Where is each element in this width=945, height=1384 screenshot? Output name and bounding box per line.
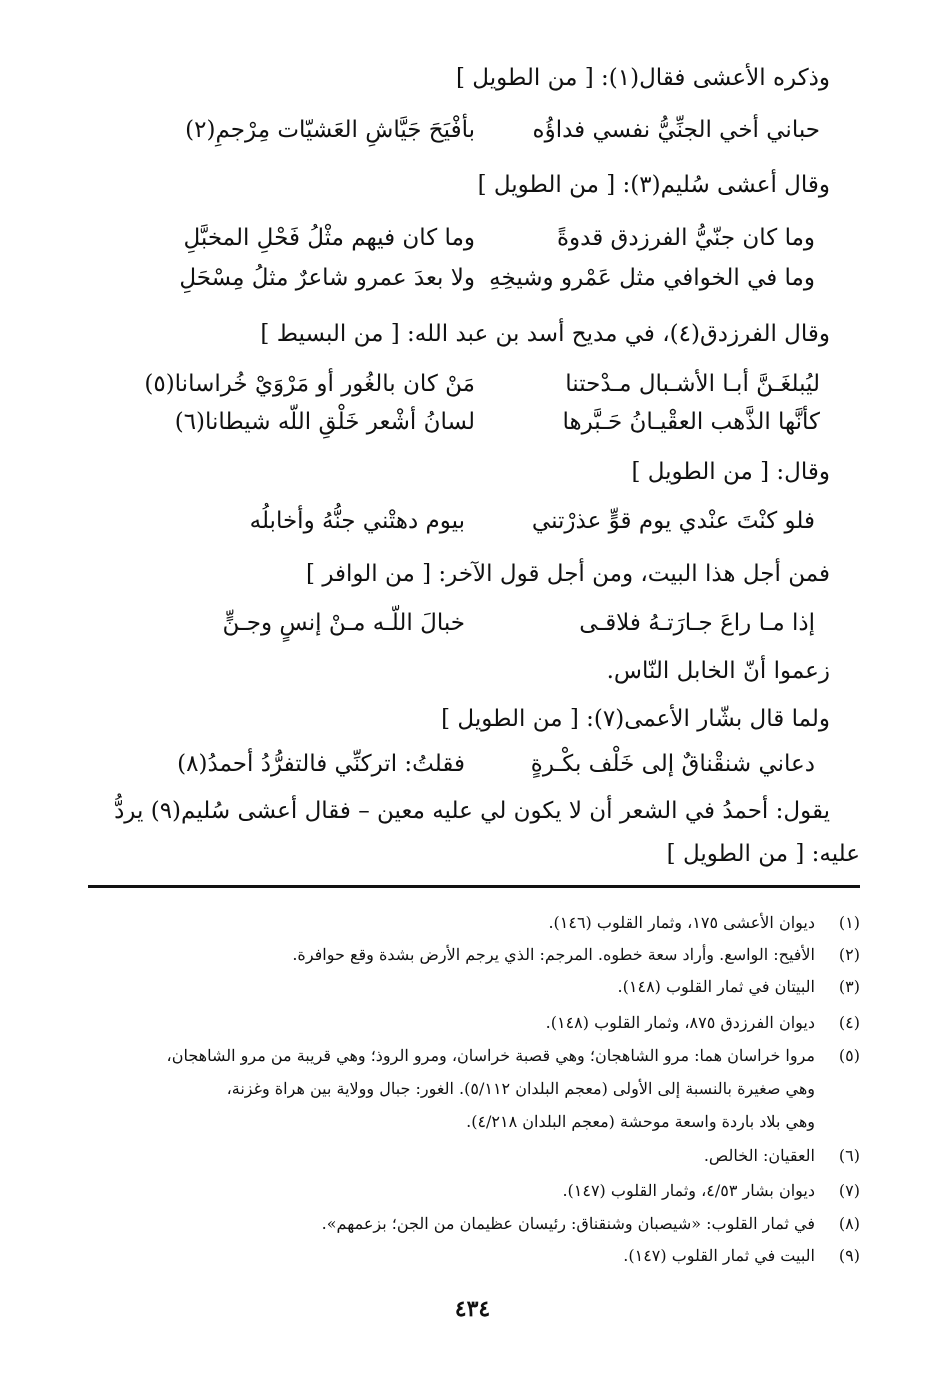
footnote-number: (٥) [838,1046,860,1065]
paragraph-6: زعموا أنّ الخابل النّاس. [606,658,830,684]
footnote-separator [88,885,860,888]
footnote-number: (٩) [838,1246,860,1265]
paragraph-7: ولما قال بشّار الأعمى(٧): [ من الطويل ] [441,706,830,732]
verse-1-second-hemistich: بأفْيَحَ جَيَّاشِ العَشيّات مِرْجمِ(٢) [185,117,475,143]
verse-7-first-hemistich: إذا مـا راعَ جـارَتـهُ فلاقـى [579,610,815,636]
footnote-text: البيت في ثمار القلوب (١٤٧). [623,1246,815,1265]
footnote-text: وهي بلاد باردة واسعة موحشة (معجم البلدان ٤/٢١٨). [466,1112,815,1131]
footnote-text: ديوان بشار ٤/٥٣، وثمار القلوب (١٤٧). [562,1181,815,1200]
page-number: ٤٣٤ [454,1296,491,1322]
paragraph-3: وقال الفرزدق(٤)، في مديح أسد بن عبد الله: [ من البسيط ] [260,321,830,347]
paragraph-4: وقال: [ من الطويل ] [631,459,830,485]
verse-8-second-hemistich: فقلتُ: اتركنِّي فالتفرُّدُ أحمدُ(٨) [177,751,465,777]
verse-3-second-hemistich: ولا بعدَ عمرو شاعرٌ مثلُ مِسْحَلِ [179,265,475,291]
footnote-text: ديوان الأعشى ١٧٥، وثمار القلوب (١٤٦). [548,913,815,932]
footnote-number: (٢) [838,945,860,964]
verse-5-second-hemistich: لسانُ أشْعر خَلْقِ اللّه شيطانا(٦) [174,409,475,435]
footnote-text: العقيان: الخالص. [703,1146,815,1165]
paragraph-5: فمن أجل هذا البيت، ومن أجل قول الآخر: [ من الوافر ] [306,561,830,587]
verse-4-second-hemistich: مَنْ كان بالغُور أو مَرْوَيْ خُراسانا(٥) [144,371,475,397]
footnote-text: مروا خراسان هما: مرو الشاهجان؛ وهي قصبة خراسان، ومرو الروذ؛ وهي قريبة من مرو الشاهجان، [166,1046,815,1065]
paragraph-1: وذكره الأعشى فقال(١): [ من الطويل ] [456,65,830,91]
verse-3-first-hemistich: وما في الخوافي مثل عَمْرو وشيخِهِ [489,265,815,291]
paragraph-2: وقال أعشى سُليم(٣): [ من الطويل ] [477,172,830,198]
footnote-number: (٣) [838,977,860,996]
footnote-text: ديوان الفرزدق ٨٧٥، وثمار القلوب (١٤٨). [545,1013,815,1032]
footnote-text: الأفيح: الواسع. وأراد سعة خطوه. المرجم: الذي يرجم الأرض بشدة وقع حوافرة. [292,945,815,964]
verse-5-first-hemistich: كأنَّها الذَّهب العقْيـانُ حَـبَّرها [562,409,820,435]
footnote-number: (٦) [838,1146,860,1165]
verse-4-first-hemistich: ليُبلغَـنَّ أبـا الأشـبال مـدْحتنا [565,371,820,397]
footnote-number: (٧) [838,1181,860,1200]
verse-1-first-hemistich: حباني أخي الجنِّيُّ نفسي فداؤُه [532,117,820,143]
verse-6-first-hemistich: فلو كنْتَ عنْدي يوم قوٍّ عذرْتني [531,508,815,534]
verse-8-first-hemistich: دعاني شنقْناقٌ إلى خَلْف بكْـرةٍ [530,751,815,777]
footnote-text: في ثمار القلوب: «شيصبان وشنقناق: رئيسان عظيمان من الجن؛ بزعمهم». [321,1214,815,1233]
verse-2-first-hemistich: وما كان جنّيُّ الفرزدق قدوةً [557,225,815,251]
verse-6-second-hemistich: بيوم دهتْني جنُّهُ وأخابلُه [249,508,465,534]
footnote-number: (١) [838,913,860,932]
verse-2-second-hemistich: وما كان فيهم مثْلُ فَحْلِ المخبَّلِ [183,225,475,251]
paragraph-9: عليه: [ من الطويل ] [666,841,860,867]
footnote-number: (٨) [838,1214,860,1233]
footnote-text: وهي صغيرة بالنسبة إلى الأولى (معجم البلدان ٥/١١٢). الغور: جبال وولاية بين هراة وغزنة، [226,1079,815,1098]
footnote-number: (٤) [838,1013,860,1032]
verse-7-second-hemistich: خبالَ اللّـه مـنْ إنسٍ وجـنٍّ [222,610,465,636]
paragraph-8: يقول: أحمدُ في الشعر أن لا يكون لي عليه معين – فقال أعشى سُليم(٩) يردُّ [114,798,830,824]
footnote-text: البيتان في ثمار القلوب (١٤٨). [617,977,815,996]
